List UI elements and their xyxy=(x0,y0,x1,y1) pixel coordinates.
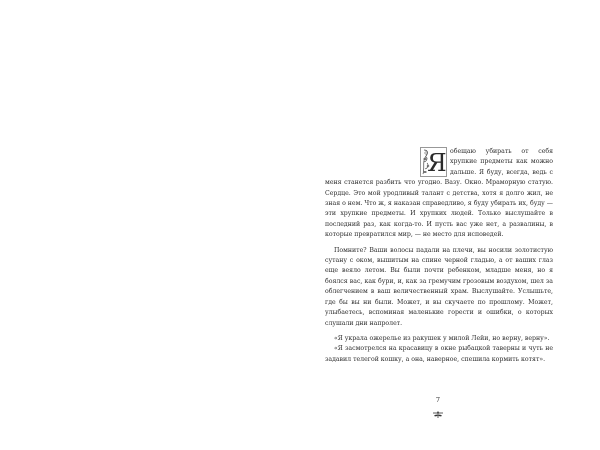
leaf-ornament-icon xyxy=(432,404,444,412)
chapter-text xyxy=(325,147,553,365)
paragraph-2: Помните? Ваши волосы падали на плечи, вы носили золотистую сутану с оком, вышитым на спине черной гладью, а от ваших глаз еще веяло летом. Вы были почти ребенком, младше меня, но я боялся вас, как бури, и, как за гремучим грозовым воздухом, шел за облегчением в ваш величественный храм. Выслушайте. Услышьте, где бы вы ни были. Может, и вы скучаете по прошлому. Может, улыбаетесь, вспоминая маленькие горести и ошибки, о которых слушали дни напролет. xyxy=(325,246,553,327)
ornamental-initial-icon xyxy=(420,147,447,177)
paragraph-3: «Я украла ожерелье из ракушек у милой Лейи, но верну, верну». xyxy=(334,334,550,342)
paragraph-4: «Я засмотрелся на красавицу в окне рыбацкой таверны и чуть не задавил телегой кошку, а она, наверное, спешила кормить котят». xyxy=(325,345,553,363)
page-number: 7 xyxy=(435,396,441,404)
dropcap-letter: Я xyxy=(427,149,447,177)
paragraph-1: обещаю убирать от себя хрупкие предметы как можно дальше. Я буду, всегда, ведь с меня станется разбить что угодно. Вазу. Окно. Мраморную статую. Сердце. Это мой уродливый талант с детства, хотя я долго жил, не зная о нем. Что ж, я наказан справедливо, я буду убирать их, буду — эти хрупкие предметы. И хрупких людей. Только выслушайте в последний раз, как когда-то. И пусть вас уже нет, а развалины, в которые превратился мир, — не место для исповедей. xyxy=(325,148,553,239)
